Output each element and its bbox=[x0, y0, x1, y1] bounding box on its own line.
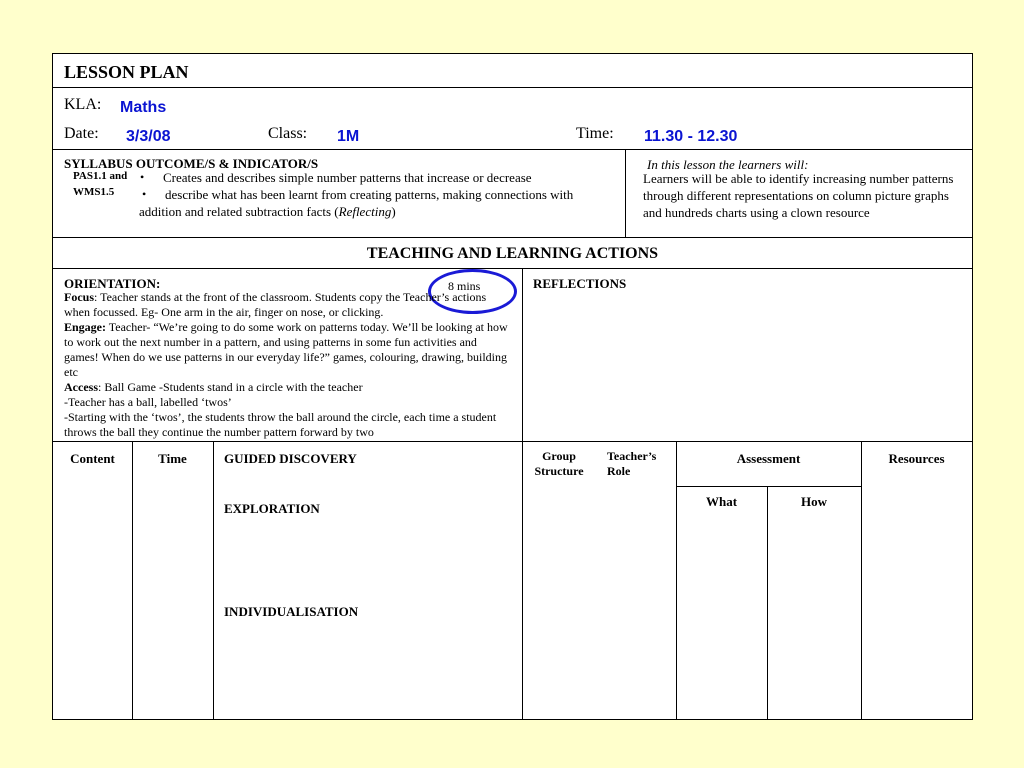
divider bbox=[625, 149, 626, 237]
syllabus-heading: SYLLABUS OUTCOME/S & INDICATOR/S bbox=[64, 156, 319, 171]
access-paragraph bbox=[64, 380, 509, 395]
how-header: How bbox=[801, 494, 827, 509]
divider bbox=[53, 441, 972, 442]
class-value: 1M bbox=[337, 128, 360, 145]
focus-text: : Teacher stands at the front of the classroom. Students copy the Teacher’s actions when focussed. Eg- One arm in the air, finger on nose, or clicking. bbox=[64, 290, 487, 319]
engage-label: Engage: bbox=[64, 320, 106, 334]
what-header: What bbox=[705, 494, 738, 509]
time-label: Time: bbox=[576, 125, 614, 142]
divider bbox=[861, 441, 862, 720]
engage-text: Teacher- “We’re going to do some work on patterns today. We’ll be looking at how to work out the next number in a pattern, and using patterns in some fun activities and games! When do we use patterns in our everyday life?” games, colouring, drawing, building etc bbox=[64, 320, 508, 379]
learners-heading: In this lesson the learners will: bbox=[647, 157, 809, 172]
kla-label: KLA: bbox=[64, 96, 102, 113]
date-value: 3/3/08 bbox=[126, 128, 171, 145]
group-structure-header: Group Structure bbox=[534, 449, 584, 478]
kla-value: Maths bbox=[120, 99, 167, 116]
learners-text: Learners will be able to identify increasing number patterns through different representations on column picture graphs and hundreds charts using a clown resource bbox=[643, 171, 954, 220]
time-value: 11.30 - 12.30 bbox=[644, 128, 738, 145]
exploration-label: EXPLORATION bbox=[224, 501, 320, 516]
divider bbox=[676, 441, 677, 720]
divider bbox=[53, 149, 972, 150]
syllabus-item-2-text: describe what has been learnt from creating patterns, making connections with addition and related subtraction facts ( bbox=[139, 187, 574, 219]
access-line-3: -Starting with the ‘twos’, the students throw the ball around the circle, each time a student throws the ball they continue the number pattern forward by two bbox=[64, 410, 497, 439]
divider bbox=[767, 486, 768, 720]
date-label: Date: bbox=[64, 125, 99, 142]
divider bbox=[132, 441, 133, 720]
lesson-plan-sheet bbox=[52, 53, 973, 720]
syllabus-item-1: Creates and describes simple number patterns that increase or decrease bbox=[163, 170, 532, 185]
orientation-duration: 8 mins bbox=[448, 279, 481, 293]
individualisation-label: INDIVIDUALISATION bbox=[224, 604, 359, 619]
syllabus-item-2-italic: Reflecting bbox=[338, 204, 392, 219]
divider bbox=[53, 237, 972, 238]
time-header: Time bbox=[158, 451, 187, 466]
syllabus-code-2: WMS1.5 bbox=[73, 186, 115, 198]
guided-discovery-label: GUIDED DISCOVERY bbox=[224, 451, 357, 466]
access-line-2: -Teacher has a ball, labelled ‘twos’ bbox=[64, 395, 232, 409]
class-label: Class: bbox=[268, 125, 308, 142]
focus-label: Focus bbox=[64, 290, 94, 304]
syllabus-code-1: PAS1.1 and bbox=[73, 170, 128, 182]
syllabus-item-2-end: ) bbox=[391, 204, 396, 219]
syllabus-item-2 bbox=[139, 186, 619, 220]
resources-header: Resources bbox=[888, 451, 945, 466]
divider bbox=[213, 441, 214, 720]
teachers-role-header: Teacher’s Role bbox=[607, 449, 657, 478]
bullet-1: • bbox=[140, 170, 145, 184]
access-text: : Ball Game -Students stand in a circle with the teacher bbox=[97, 380, 363, 394]
orientation-body bbox=[64, 290, 509, 440]
access-label: Access bbox=[64, 380, 98, 394]
reflections-heading: REFLECTIONS bbox=[533, 276, 627, 291]
page-title: LESSON PLAN bbox=[64, 62, 189, 82]
assessment-header: Assessment bbox=[736, 451, 801, 466]
divider bbox=[53, 268, 972, 269]
engage-paragraph bbox=[64, 320, 509, 380]
orientation-heading: ORIENTATION: bbox=[64, 276, 161, 291]
divider bbox=[53, 87, 972, 88]
divider bbox=[522, 268, 523, 720]
content-header: Content bbox=[70, 451, 115, 466]
section-heading: TEACHING AND LEARNING ACTIONS bbox=[366, 245, 659, 262]
divider bbox=[676, 486, 861, 487]
bullet-2: • bbox=[142, 187, 147, 201]
focus-paragraph bbox=[64, 290, 509, 320]
